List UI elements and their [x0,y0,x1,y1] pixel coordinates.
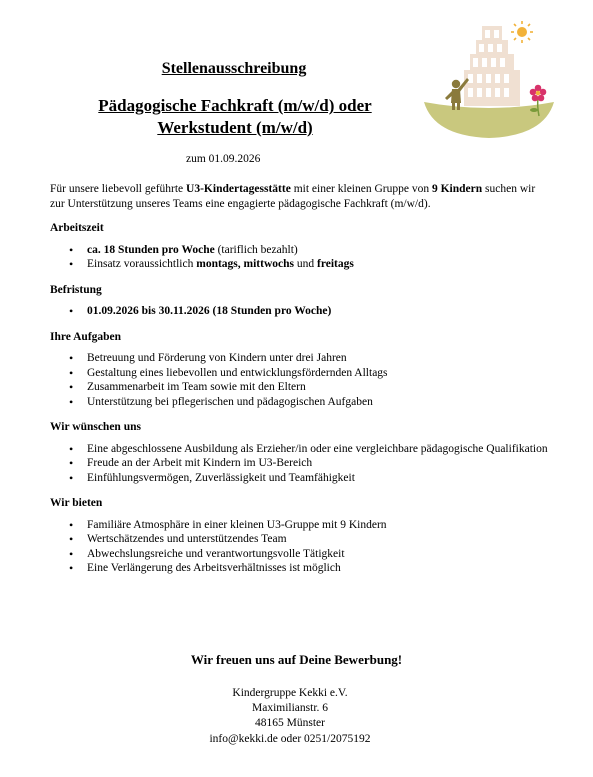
section-wuenschen [50,420,550,485]
org-name: Kindergruppe Kekki e.V. [232,687,348,699]
intro-text: suchen wir zur Unterstützung unseres Teams eine engagierte pädagogische Fachkraft (m/w/d). [50,183,536,210]
item-bold: freitags [316,258,354,270]
start-date: zum 01.09.2026 [186,153,261,165]
list-item: • Unterstützung bei pflegerischen und pädagogischen Aufgaben [50,395,550,410]
kindergarten-logo [424,18,554,138]
section-heading: Wir bieten [50,497,103,509]
email-phone: info@kekki.de oder 0251/2075192 [209,732,371,745]
item-bold: mittwochs [243,258,294,270]
list-item: • Zusammenarbeit im Team sowie mit den Eltern [50,380,550,395]
closing-line: Wir freuen uns auf Deine Bewerbung! [190,652,403,667]
section-befristung [50,283,550,319]
list-item: • Wertschätzendes und unterstützendes Team [50,532,550,547]
list-item [50,257,550,272]
list-item: • Familiäre Atmosphäre in einer kleinen U3-Gruppe mit 9 Kindern [50,518,550,533]
item-bold: , [237,258,244,270]
section-bieten [50,496,550,576]
section-heading: Wir wünschen uns [50,421,141,433]
item-bold: ca. 18 Stunden pro Woche [87,243,215,256]
list-item: • Gestaltung eines liebevollen und entwicklungsfördernden Alltags [50,366,550,381]
intro-text: Für unsere liebevoll geführte [50,183,187,195]
bullet-list [50,518,550,576]
list-item [50,304,550,319]
section-heading: Ihre Aufgaben [50,330,122,343]
item-text: und [293,258,317,270]
intro-paragraph [50,182,550,211]
list-item: • Abwechslungsreiche und verantwortungsvolle Tätigkeit [50,547,550,562]
bullet-list [50,243,550,272]
item-bold: montags [196,258,238,270]
item-text: Einsatz voraussichtlich [87,258,197,270]
bullet-list [50,351,550,409]
bullet-list [50,442,550,486]
section-aufgaben [50,330,550,410]
section-arbeitszeit [50,221,550,272]
list-item: • Eine abgeschlossene Ausbildung als Erzieher/in oder eine vergleichbare pädagogische Qualifikation [50,442,550,457]
bullet-list [50,304,550,319]
list-item: • Betreuung und Förderung von Kindern unter drei Jahren [50,351,550,366]
list-item [50,243,550,258]
intro-highlight: 9 Kindern [431,183,483,195]
document-title: Stellenausschreibung [161,60,307,77]
item-text: (tariflich bezahlt) [214,243,298,256]
item-bold: 01.09.2026 bis 30.11.2026 (18 Stunden pro Woche) [87,305,332,317]
posting-body [50,182,550,587]
intro-highlight: U3-Kindertagesstätte [186,183,291,195]
list-item: • Freude an der Arbeit mit Kindern im U3-Bereich [50,456,550,471]
list-item: • Einfühlungsvermögen, Zuverlässigkeit und Teamfähigkeit [50,471,550,486]
intro-text: mit einer kleinen Gruppe von [290,183,432,195]
position-title: Pädagogische Fachkraft (m/w/d) oder Werkstudent (m/w/d) [98,96,372,137]
list-item: • Eine Verlängerung des Arbeitsverhältnisses ist möglich [50,561,550,576]
section-heading: Arbeitszeit [50,222,104,234]
contact-block [0,686,580,747]
street-address: Maximilianstr. 6 [251,702,329,715]
section-heading: Befristung [50,283,102,296]
city-address: 48165 Münster [255,717,325,730]
